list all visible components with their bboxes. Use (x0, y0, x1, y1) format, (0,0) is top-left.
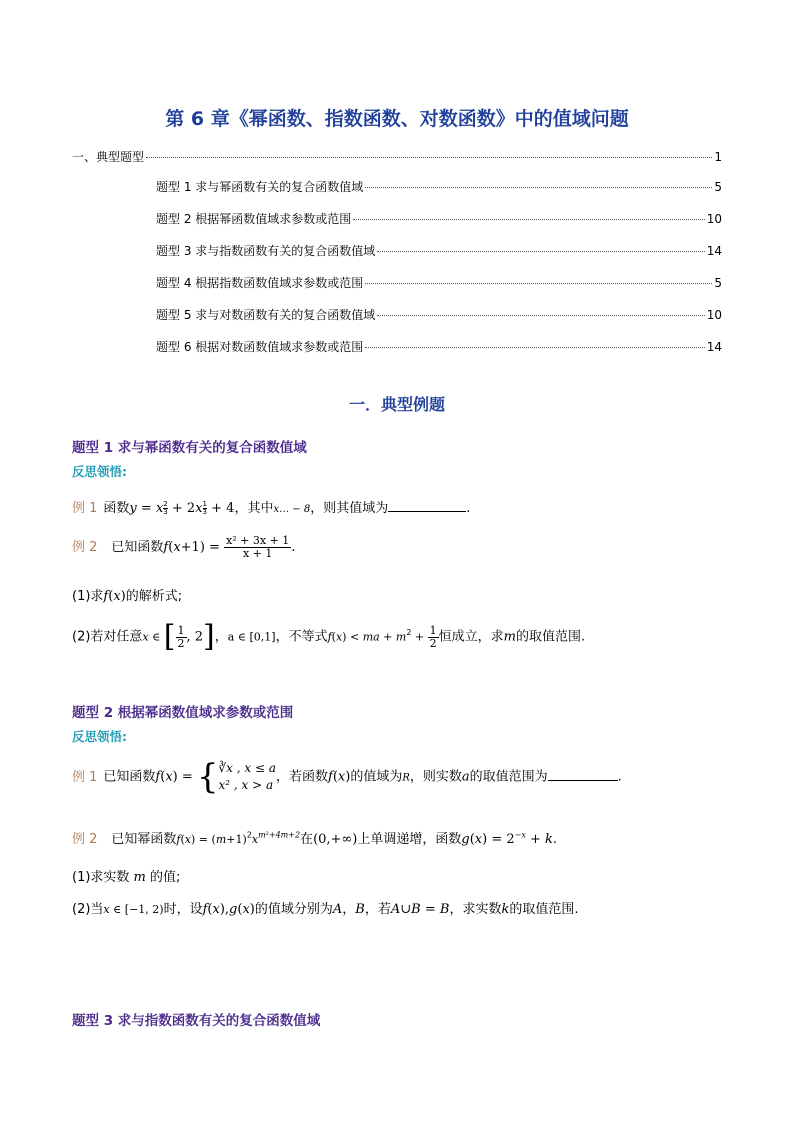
example-label: 例 2 (72, 540, 98, 555)
example-label: 例 1 (72, 501, 98, 516)
toc-page: 5 (714, 276, 722, 290)
example-label: 例 2 (72, 832, 98, 847)
toc-entry[interactable] (156, 306, 722, 323)
type1-question-1: (1)求f(x)的解析式; (72, 589, 183, 604)
toc-page: 14 (706, 340, 722, 354)
fraction: $\frac{\text{x² + 3x + 1}}{x + 1}$ (226, 534, 290, 560)
toc-label: 题型 2 根据幂函数值域求参数或范围 (156, 212, 352, 226)
section-title: 一．典型例题 (348, 395, 445, 414)
type1-example-2: 例 2 已知函数f(x+1) = $\frac{\text{x² + 3x + 1}}{x + 1}$ . (72, 534, 296, 560)
type1-reflect-label: 反思领悟: (72, 464, 127, 479)
formula: f (163, 540, 169, 555)
toc-leader (365, 187, 712, 188)
page-title: 第 6 章《幂函数、指数函数、对数函数》中的值域问题 (165, 108, 629, 130)
toc-label: 题型 1 求与幂函数有关的复合函数值域 (156, 180, 364, 194)
answer-blank[interactable] (388, 511, 466, 512)
toc-entry[interactable] (156, 338, 722, 355)
toc-entry[interactable] (156, 210, 722, 227)
type2-heading: 题型 2 根据幂函数值域求参数或范围 (72, 705, 294, 721)
type2-example-2: 例 2 已知幂函数$f(x) = (m+1)^2x^{m^2+4m+2}$在(0,+∞)上单调递增，函数$g(x) = 2^{-x} + k$. (72, 830, 558, 847)
toc-label: 题型 4 根据指数函数值域求参数或范围 (156, 276, 364, 290)
type1-example-1: 例 1 函数y = x $\frac{2}{3}$ + 2x $\frac{1}{3}$ + 4，其中x… − 8，则其值域为 . (72, 500, 471, 516)
toc-page: 10 (706, 308, 722, 322)
type2-question-1: (1)求实数 m 的值; (72, 870, 181, 885)
toc-leader (353, 219, 704, 220)
piecewise-function: { ∛x , x ≤ a x² , x > a (196, 757, 276, 797)
toc-label: 一、典型题型 (72, 150, 145, 164)
toc-leader (377, 251, 704, 252)
toc-entry[interactable] (72, 148, 722, 165)
type1-question-2: (2)若对任意x ∈ [ $\frac{1}{2}$ , 2]，a ∈ [0,1]，不等式f(x) < ma + $m^2$ + $\frac{1}{2}$ 恒成立，求m的取值范围. (72, 619, 586, 654)
toc-entry[interactable] (156, 178, 722, 195)
toc-page: 14 (706, 244, 722, 258)
type1-heading: 题型 1 求与幂函数有关的复合函数值域 (72, 440, 307, 456)
toc-page: 5 (714, 180, 722, 194)
answer-blank[interactable] (548, 780, 618, 781)
type2-example-1: 例 1 已知函数f(x) = { ∛x , x ≤ a x² , x > a ，若函数f(x)的值域为R，则实数a的取值范围为 . (72, 757, 622, 797)
toc-entry[interactable] (156, 274, 722, 291)
formula: y (129, 501, 137, 516)
toc-entry[interactable] (156, 242, 722, 259)
type2-question-2: (2)当x ∈ [−1, 2)时，设f(x),g(x)的值域分别为A，B，若A∪B = B，求实数k的取值范围. (72, 902, 579, 917)
toc-label: 题型 5 求与对数函数有关的复合函数值域 (156, 308, 376, 322)
type3-heading: 题型 3 求与指数函数有关的复合函数值域 (72, 1013, 321, 1029)
toc-page: 1 (714, 150, 722, 164)
toc-leader (146, 157, 712, 158)
example-label: 例 1 (72, 769, 98, 785)
toc-label: 题型 3 求与指数函数有关的复合函数值域 (156, 244, 376, 258)
condition: x… − 8 (273, 504, 311, 515)
toc-leader (377, 315, 704, 316)
toc-label: 题型 6 根据对数函数值域求参数或范围 (156, 340, 364, 354)
toc-leader (365, 347, 704, 348)
type2-reflect-label: 反思领悟: (72, 729, 127, 744)
toc-page: 10 (706, 212, 722, 226)
toc-leader (365, 283, 712, 284)
